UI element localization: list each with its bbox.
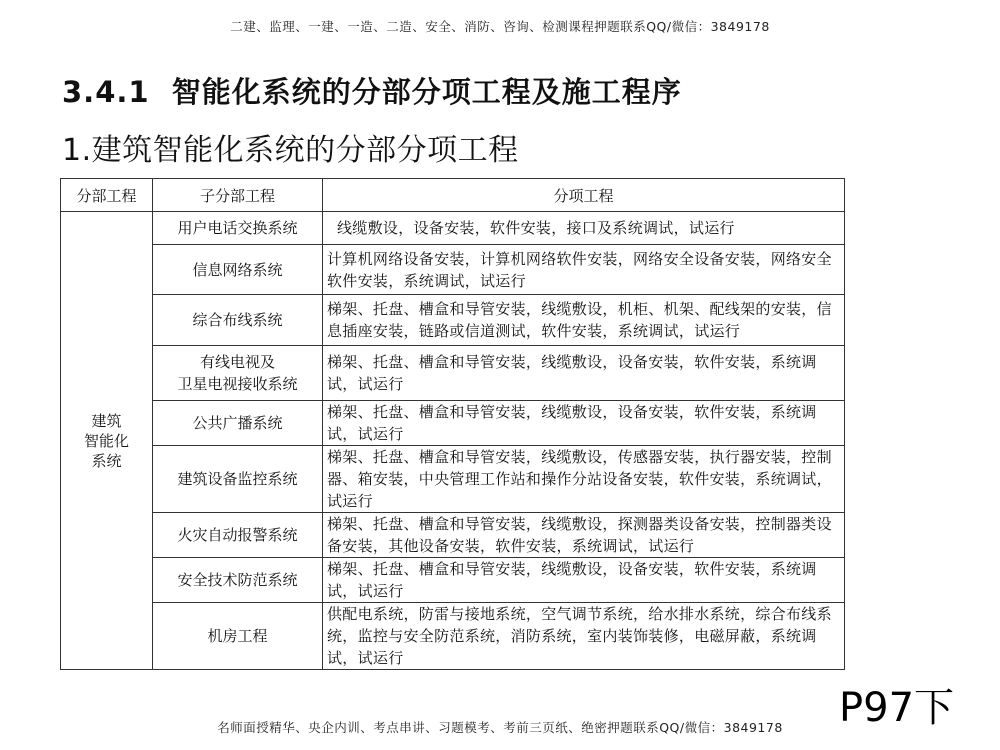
subdivision-cell: 信息网络系统 xyxy=(153,245,323,295)
subdivision-cell: 安全技术防范系统 xyxy=(153,558,323,603)
table-row xyxy=(61,446,845,513)
header-items: 分项工程 xyxy=(323,179,845,212)
subdivision-cell: 机房工程 xyxy=(153,603,323,670)
section-subtitle: 1.建筑智能化系统的分部分项工程 xyxy=(62,133,519,168)
table-row xyxy=(61,295,845,346)
subdivision-cell: 建筑设备监控系统 xyxy=(153,446,323,513)
items-cell: 梯架、托盘、槽盒和导管安装，线缆敷设，传感器安装，执行器安装，控制器、箱安装，中央管理工作站和操作分站设备安装，软件安装，系统调试，试运行 xyxy=(323,446,845,513)
section-title: 3.4.1 智能化系统的分部分项工程及施工程序 xyxy=(62,75,682,109)
header-contact-note: 二建、监理、一建、一造、二造、安全、消防、咨询、检测课程押题联系QQ/微信：3849178 xyxy=(230,19,770,34)
items-cell: 梯架、托盘、槽盒和导管安装，线缆敷设，设备安装，软件安装，系统调试，试运行 xyxy=(323,558,845,603)
items-cell: 梯架、托盘、槽盒和导管安装，线缆敷设，设备安装，软件安装，系统调试，试运行 xyxy=(323,401,845,446)
subdivision-cell: 用户电话交换系统 xyxy=(153,212,323,245)
items-cell: 梯架、托盘、槽盒和导管安装，线缆敷设，探测器类设备安装，控制器类设备安装，其他设备安装，软件安装，系统调试，试运行 xyxy=(323,513,845,558)
subdivision-table xyxy=(60,178,845,670)
table-row xyxy=(61,212,845,245)
items-cell: 梯架、托盘、槽盒和导管安装，线缆敷设，设备安装，软件安装，系统调试，试运行 xyxy=(323,346,845,401)
table-row xyxy=(61,401,845,446)
items-cell: 计算机网络设备安装，计算机网络软件安装，网络安全设备安装，网络安全软件安装，系统调试，试运行 xyxy=(323,245,845,295)
items-cell: 线缆敷设，设备安装，软件安装，接口及系统调试，试运行 xyxy=(323,212,845,245)
table-row xyxy=(61,603,845,670)
subdivision-cell: 综合布线系统 xyxy=(153,295,323,346)
items-cell: 梯架、托盘、槽盒和导管安装，线缆敷设，机柜、机架、配线架的安装，信息插座安装，链路或信道测试，软件安装，系统调试，试运行 xyxy=(323,295,845,346)
table-row xyxy=(61,513,845,558)
footer-contact-note: 名师面授精华、央企内训、考点串讲、习题模考、考前三页纸、绝密押题联系QQ/微信：3849178 xyxy=(217,720,783,735)
header-division: 分部工程 xyxy=(61,179,153,212)
page-label: P97下 xyxy=(839,685,955,731)
division-cell: 建筑 智能化 系统 xyxy=(61,212,153,670)
table-row xyxy=(61,346,845,401)
table-row xyxy=(61,245,845,295)
subdivision-cell: 火灾自动报警系统 xyxy=(153,513,323,558)
table-row xyxy=(61,558,845,603)
header-subdivision: 子分部工程 xyxy=(153,179,323,212)
subdivision-cell: 有线电视及 卫星电视接收系统 xyxy=(153,346,323,401)
items-cell: 供配电系统，防雷与接地系统，空气调节系统，给水排水系统，综合布线系统，监控与安全防范系统，消防系统，室内装饰装修，电磁屏蔽，系统调试，试运行 xyxy=(323,603,845,670)
subdivision-cell: 公共广播系统 xyxy=(153,401,323,446)
table-header-row xyxy=(61,179,845,212)
